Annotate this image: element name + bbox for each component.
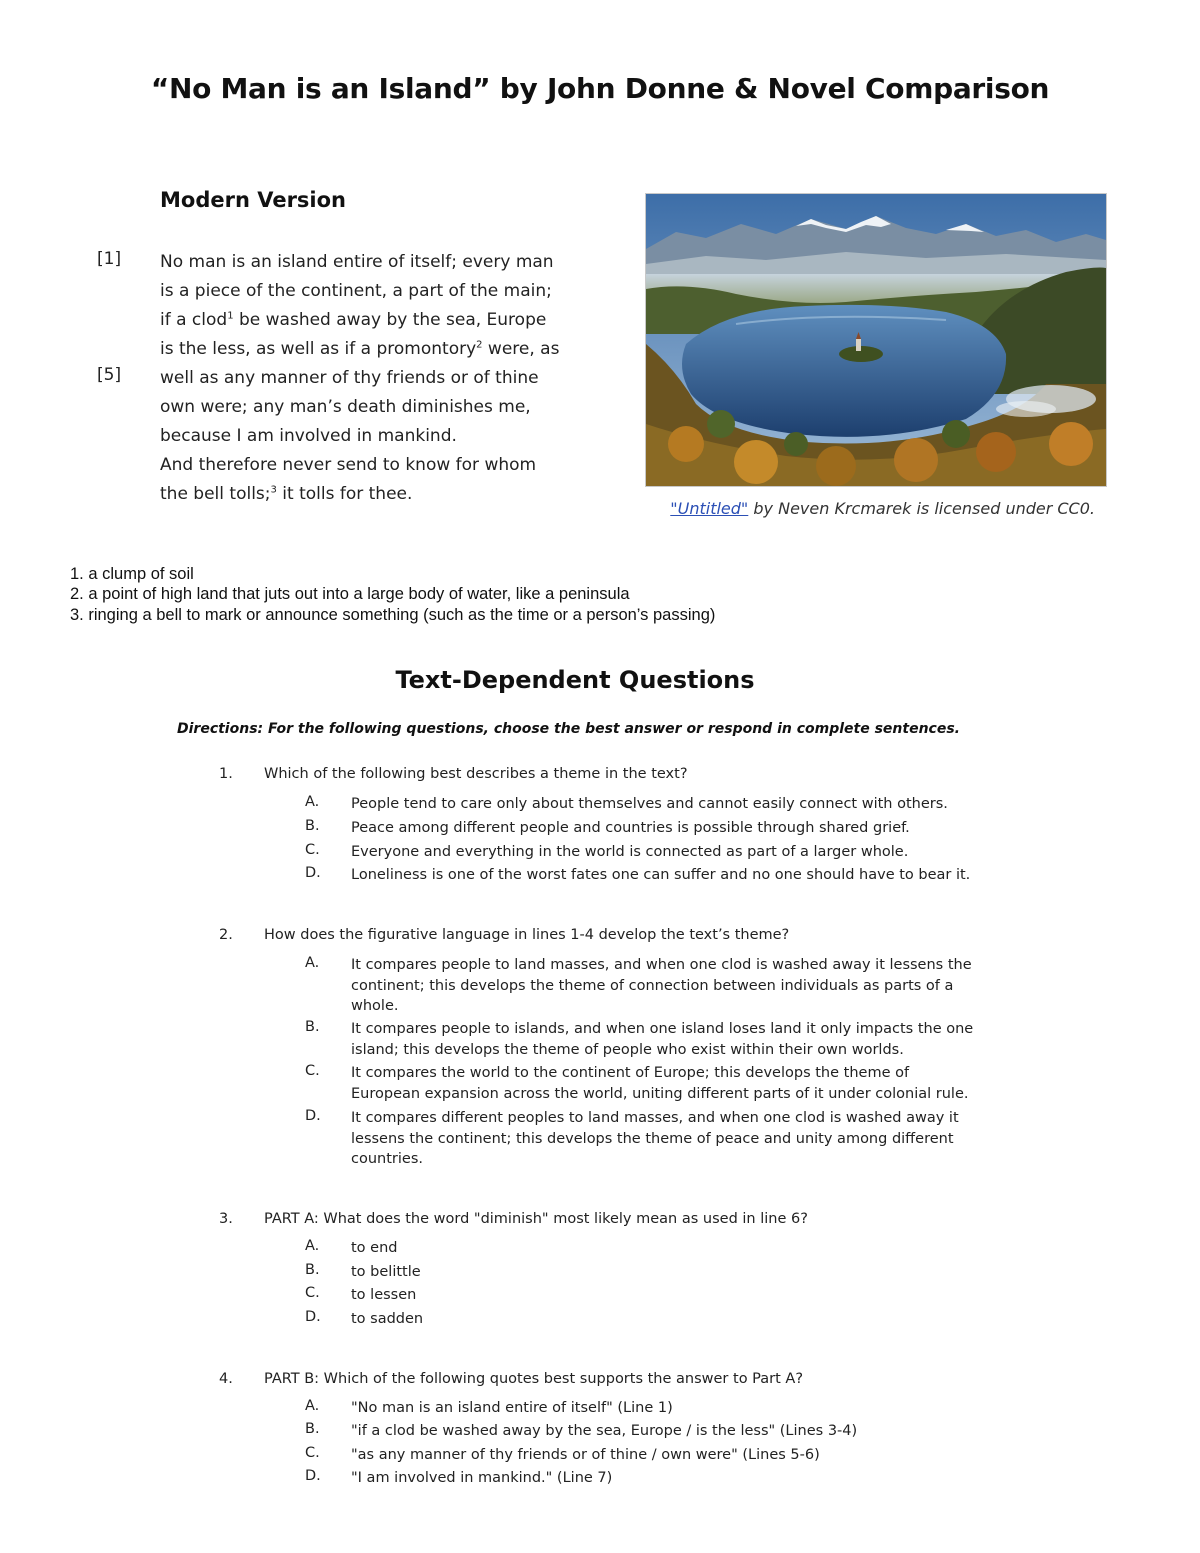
poem-line-text: because I am involved in mankind. — [160, 426, 457, 446]
poem-line — [160, 451, 536, 480]
poem-line — [160, 335, 559, 364]
poem-line-text: is the less, as well as if a promontory — [160, 339, 477, 359]
option-letter: C. — [305, 1285, 320, 1301]
option-letter: A. — [305, 955, 320, 971]
option-letter: D. — [305, 1468, 321, 1484]
option-letter: B. — [305, 1421, 320, 1437]
poem-line — [160, 393, 531, 422]
option-letter: D. — [305, 1108, 321, 1124]
poem-line-text: And therefore never send to know for whom — [160, 455, 537, 475]
footnote-3: 3. ringing a bell to mark or announce something (such as the time or a person’s passing) — [70, 606, 716, 624]
poem-line-text: were, as — [482, 339, 560, 359]
option-letter: D. — [305, 865, 321, 881]
question-text: PART B: Which of the following quotes best supports the answer to Part A? — [264, 1371, 804, 1387]
option-letter: A. — [305, 1238, 320, 1254]
footnote-ref: 1 — [227, 310, 234, 322]
question-number: 4. — [219, 1371, 233, 1387]
poem-line-text: it tolls for thee. — [276, 484, 413, 504]
answer-option: It compares people to land masses, and when one clod is washed away it lessens the continent; this develops the theme of connection between individuals as parts of a whole. — [351, 957, 972, 1014]
footnote-ref: 2 — [476, 339, 483, 351]
poem-line-text: the bell tolls; — [160, 484, 271, 504]
poem-line-text: own were; any man’s death diminishes me, — [160, 397, 531, 417]
option-letter: B. — [305, 1019, 320, 1035]
poem-line — [160, 277, 552, 306]
answer-option: People tend to care only about themselves and cannot easily connect with others. — [351, 796, 948, 812]
poem-line-text: if a clod — [160, 310, 228, 330]
questions-heading: Text-Dependent Questions — [395, 666, 755, 694]
poem-line-text: No man is an island entire of itself; every man — [160, 252, 554, 272]
footnote-ref: 3 — [270, 484, 277, 496]
answer-option: "I am involved in mankind." (Line 7) — [351, 1470, 613, 1486]
answer-option: "as any manner of thy friends or of thine / own were" (Lines 5-6) — [351, 1447, 820, 1463]
poem-line-text: well as any manner of thy friends or of thine — [160, 368, 539, 388]
poem-line — [160, 422, 457, 451]
question-text: How does the figurative language in lines 1-4 develop the text’s theme? — [264, 927, 790, 943]
answer-option: to end — [351, 1240, 398, 1256]
question-number: 2. — [219, 927, 233, 943]
option-letter: A. — [305, 1398, 320, 1414]
line-marker-5: [5] — [97, 365, 122, 385]
question-number: 3. — [219, 1211, 233, 1227]
lake-landscape-photo — [645, 193, 1107, 487]
poem-line-text: is a piece of the continent, a part of the main; — [160, 281, 552, 301]
answer-option: to sadden — [351, 1311, 424, 1327]
question-text: Which of the following best describes a theme in the text? — [264, 766, 688, 782]
answer-option: Everyone and everything in the world is connected as part of a larger whole. — [351, 844, 909, 860]
answer-option: to lessen — [351, 1287, 417, 1303]
question-text: PART A: What does the word "diminish" most likely mean as used in line 6? — [264, 1211, 808, 1227]
option-letter: B. — [305, 818, 320, 834]
poem-line — [160, 364, 539, 393]
document-title: “No Man is an Island” by John Donne & Novel Comparison — [150, 72, 1050, 105]
option-letter: D. — [305, 1309, 321, 1325]
answer-option: "if a clod be washed away by the sea, Europe / is the less" (Lines 3-4) — [351, 1423, 858, 1439]
answer-option: It compares people to islands, and when one island loses land it only impacts the one island; this develops the theme of people who exist within their own worlds. — [351, 1021, 974, 1058]
poem-line-text: be washed away by the sea, Europe — [233, 310, 547, 330]
image-caption — [655, 499, 1095, 518]
poem-line — [160, 306, 546, 335]
poem-line — [160, 248, 554, 277]
option-letter: C. — [305, 1445, 320, 1461]
option-letter: B. — [305, 1262, 320, 1278]
option-letter: C. — [305, 842, 320, 858]
image-source-link[interactable]: "Untitled" — [670, 499, 749, 518]
line-marker-1: [1] — [97, 249, 122, 269]
option-letter: C. — [305, 1063, 320, 1079]
directions-text: Directions: For the following questions, choose the best answer or respond in complete sentences. — [177, 721, 960, 737]
answer-option: Peace among different people and countries is possible through shared grief. — [351, 820, 910, 836]
option-letter: A. — [305, 794, 320, 810]
question-number: 1. — [219, 766, 233, 782]
footnote-2: 2. a point of high land that juts out into a large body of water, like a peninsula — [70, 585, 630, 603]
answer-option: It compares different peoples to land masses, and when one clod is washed away it lessens the continent; this develops the theme of peace and unity among different countries. — [351, 1110, 959, 1167]
footnote-1: 1. a clump of soil — [70, 565, 194, 583]
answer-option: "No man is an island entire of itself" (Line 1) — [351, 1400, 673, 1416]
answer-option: to belittle — [351, 1264, 421, 1280]
caption-license-text: by Neven Krcmarek is licensed under CC0. — [748, 499, 1095, 518]
answer-option: It compares the world to the continent of Europe; this develops the theme of European expansion across the world, uniting different parts of it under colonial rule. — [351, 1065, 969, 1102]
answer-option: Loneliness is one of the worst fates one can suffer and no one should have to bear it. — [351, 867, 971, 883]
poem-line — [160, 480, 412, 509]
modern-version-heading: Modern Version — [160, 188, 346, 212]
